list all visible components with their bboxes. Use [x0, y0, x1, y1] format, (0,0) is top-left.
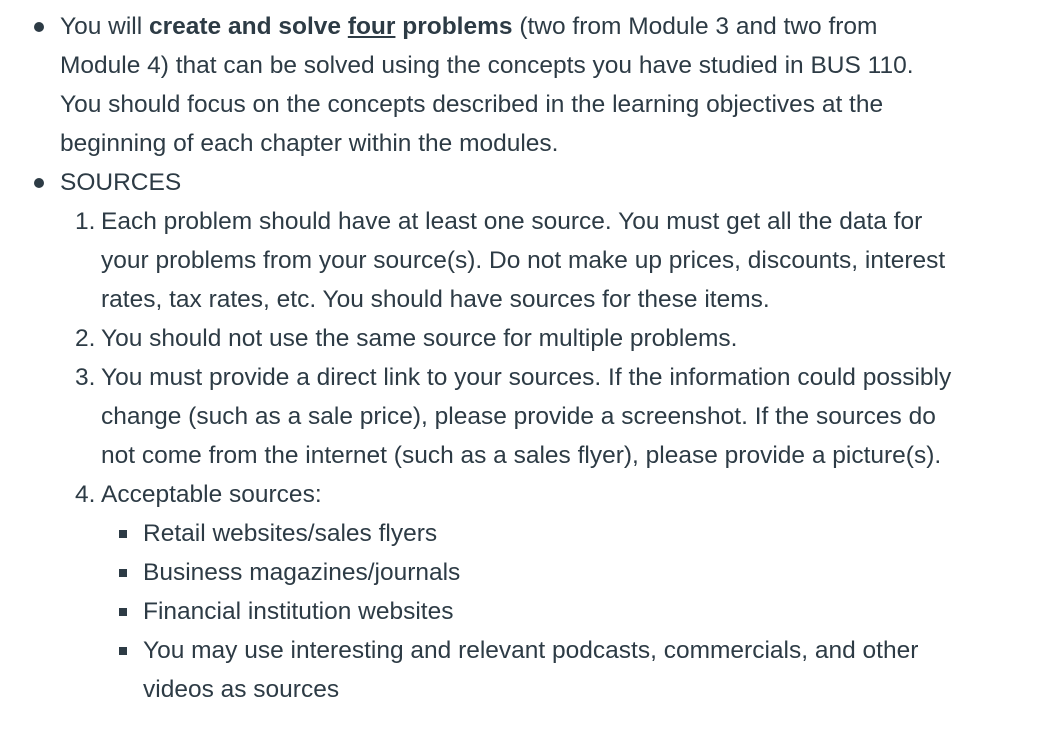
- rule-text: Each problem should have at least one source. You must get all the data for your problems from your source(s). Do not make up prices, discounts, interest rates, tax rates, etc. You should have sources for these items.: [101, 208, 946, 313]
- acceptable-source-item: You may use interesting and relevant podcasts, commercials, and other videos as sources: [143, 631, 963, 709]
- acceptable-sources-list: [101, 514, 963, 709]
- rule-text: Acceptable sources:: [101, 481, 322, 508]
- intro-bold-a: create and solve: [148, 13, 348, 40]
- rule-text: You must provide a direct link to your sources. If the information could possibly change (such as a sale price), please provide a screenshot. If the sources do not come from the internet (such as a sales flyer), please provide a picture(s).: [101, 364, 952, 469]
- rule-text: You should not use the same source for multiple problems.: [101, 325, 738, 352]
- sources-rule-4: [75, 475, 961, 709]
- acceptable-source-item: Retail websites/sales flyers: [143, 514, 963, 553]
- acceptable-source-item: Financial institution websites: [143, 592, 963, 631]
- rule-number: 2.: [75, 325, 96, 352]
- intro-bold-b: problems: [395, 13, 513, 40]
- sources-rule-2: [75, 319, 961, 358]
- intro-bold-underlined: four: [347, 13, 396, 40]
- sources-heading: SOURCES: [60, 169, 182, 196]
- sources-rule-1: [75, 202, 961, 319]
- intro-suffix: (two from Module 3 and two from Module 4) that can be solved using the concepts you have studied in BUS 110. You should focus on the concepts described in the learning objectives at the beginning of each chapter within the modules.: [60, 13, 914, 157]
- instructions-list: [0, 7, 960, 709]
- sources-rules-list: [60, 202, 961, 709]
- acceptable-source-item: Business magazines/journals: [143, 553, 963, 592]
- sources-rule-3: [75, 358, 961, 475]
- rule-number: 3.: [75, 364, 96, 391]
- rule-number: 1.: [75, 208, 96, 235]
- sources-bullet: [60, 163, 960, 709]
- rule-number: 4.: [75, 481, 96, 508]
- intro-prefix: You will: [60, 13, 149, 40]
- intro-bullet: [60, 7, 960, 163]
